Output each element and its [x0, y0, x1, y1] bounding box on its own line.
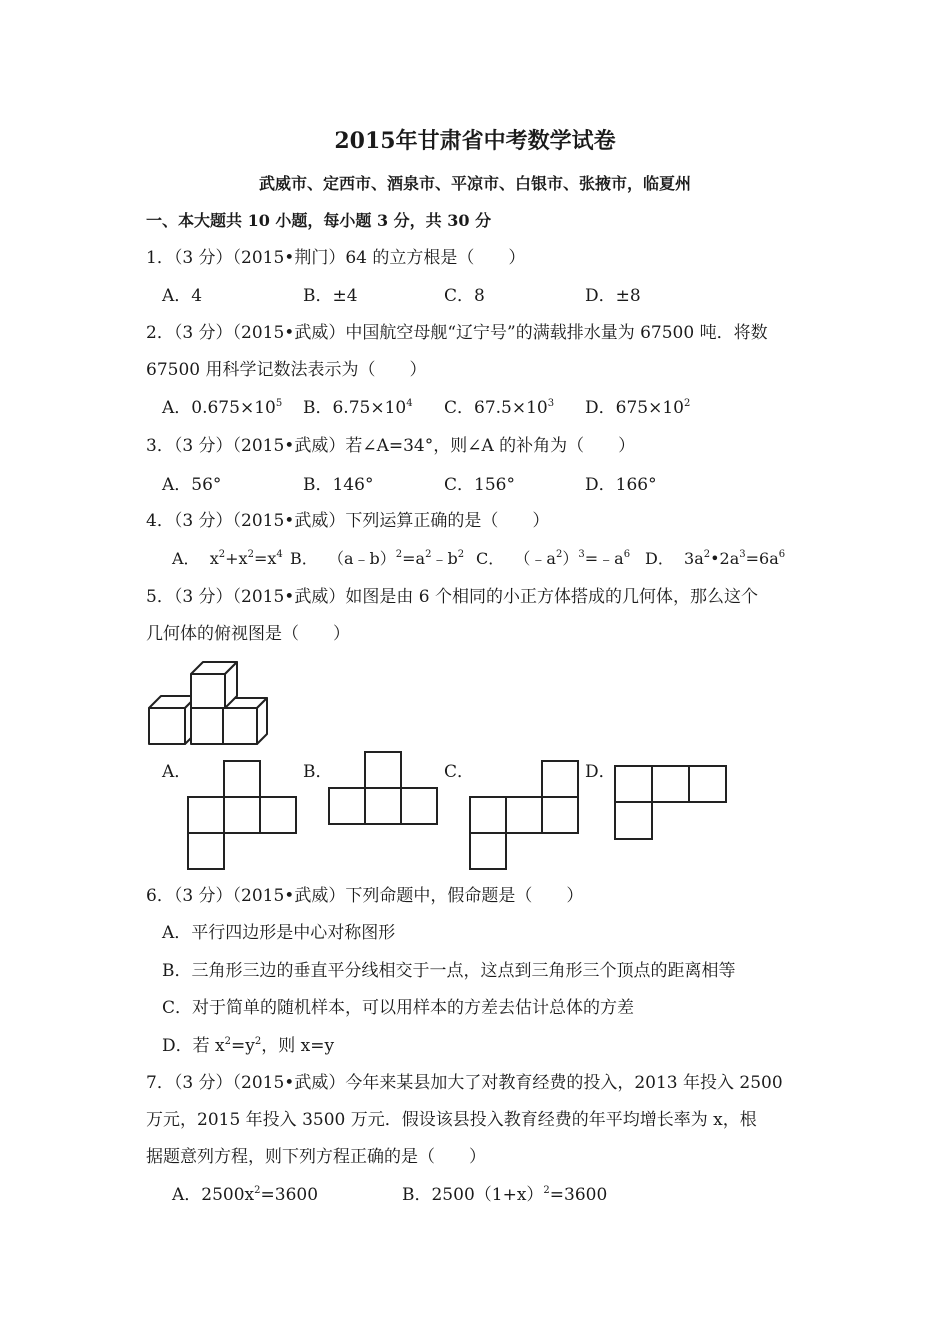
- q5-option-b-figure: [328, 751, 440, 832]
- q2-option-b: B．$6.75\times 10^4$: [303, 398, 413, 418]
- q7-option-b: B．$2500(1+x)^2=3600$: [402, 1185, 608, 1205]
- q5-option-c-figure: [469, 760, 581, 875]
- page-title: 2015年甘肃省中考数学试卷: [334, 128, 616, 154]
- q6-option-d: D．若 $x^2=y^2$，则 x=y: [162, 1036, 335, 1056]
- q5-option-b-label: B．: [303, 762, 333, 782]
- q2-option-d: D．$675\times 10^2$: [585, 398, 691, 418]
- q4-option-d: D． $3a^2•2a^3=6a^6$: [645, 549, 786, 568]
- q3-option-c: C．156°: [444, 475, 515, 495]
- cube-solid-figure: [145, 658, 270, 753]
- q1-option-c: C．8: [444, 286, 485, 306]
- q7-option-a: A．$2500x^2=3600$: [172, 1185, 319, 1205]
- q4-option-b: B． $(a﹣b)^2=a^2﹣b^2$: [290, 549, 465, 568]
- q1-option-a: A．4: [162, 286, 203, 306]
- q5-option-c-label: C．: [444, 762, 475, 782]
- q6-option-a: A．平行四边形是中心对称图形: [162, 923, 396, 943]
- question-7-stem-line3: 据题意列方程，则下列方程正确的是（ ）: [146, 1147, 486, 1167]
- q3-option-a: A．56°: [162, 475, 222, 495]
- q3-option-b: B．146°: [303, 475, 374, 495]
- q6-option-b: B．三角形三边的垂直平分线相交于一点，这点到三角形三个顶点的距离相等: [162, 961, 736, 981]
- q3-option-d: D．166°: [585, 475, 657, 495]
- q5-option-d-figure: [614, 765, 728, 846]
- q4-option-c: C． $(﹣a^2)^3=﹣a^6$: [476, 549, 631, 568]
- q4-option-a: A． $x^2+x^2=x^4$: [172, 549, 283, 568]
- q5-option-a-label: A．: [162, 762, 192, 782]
- q1-option-d: D．±8: [585, 286, 641, 306]
- question-3-stem: 3．（3 分）（2015•武威）若∠A=34°，则∠A 的补角为（ ）: [146, 436, 636, 456]
- question-2-stem-line1: 2．（3 分）（2015•武威）中国航空母舰“辽宁号”的满载排水量为 67500 吨．将数: [146, 323, 768, 343]
- question-7-stem-line1: 7．（3 分）（2015•武威）今年来某县加大了对教育经费的投入，2013 年投入 2500: [146, 1073, 783, 1093]
- q1-option-b: B．±4: [303, 286, 358, 306]
- section-heading: 一、本大题共 10 小题，每小题 3 分，共 30 分: [146, 211, 492, 230]
- question-6-stem: 6．（3 分）（2015•武威）下列命题中，假命题是（ ）: [146, 886, 584, 906]
- question-7-stem-line2: 万元，2015 年投入 3500 万元．假设该县投入教育经费的年平均增长率为 x，根: [146, 1110, 757, 1130]
- question-2-stem-line2: 67500 用科学记数法表示为（ ）: [146, 360, 427, 380]
- question-1-stem: 1．（3 分）（2015•荆门）64 的立方根是（ ）: [146, 248, 526, 268]
- q2-option-c: C．$67.5\times 10^3$: [444, 398, 555, 418]
- q6-option-c: C．对于简单的随机样本，可以用样本的方差去估计总体的方差: [162, 998, 635, 1018]
- q2-option-a: A．$0.675\times 10^5$: [162, 398, 283, 418]
- q5-option-d-label: D．: [585, 762, 616, 782]
- question-5-stem-line2: 几何体的俯视图是（ ）: [146, 624, 350, 644]
- question-5-stem-line1: 5．（3 分）（2015•武威）如图是由 6 个相同的小正方体搭成的几何体，那么这个: [146, 587, 758, 607]
- q5-option-a-figure: [187, 760, 299, 875]
- page-subtitle: 武威市、定西市、酒泉市、平凉市、白银市、张掖市，临夏州: [258, 174, 691, 193]
- question-4-stem: 4．（3 分）（2015•武威）下列运算正确的是（ ）: [146, 511, 550, 531]
